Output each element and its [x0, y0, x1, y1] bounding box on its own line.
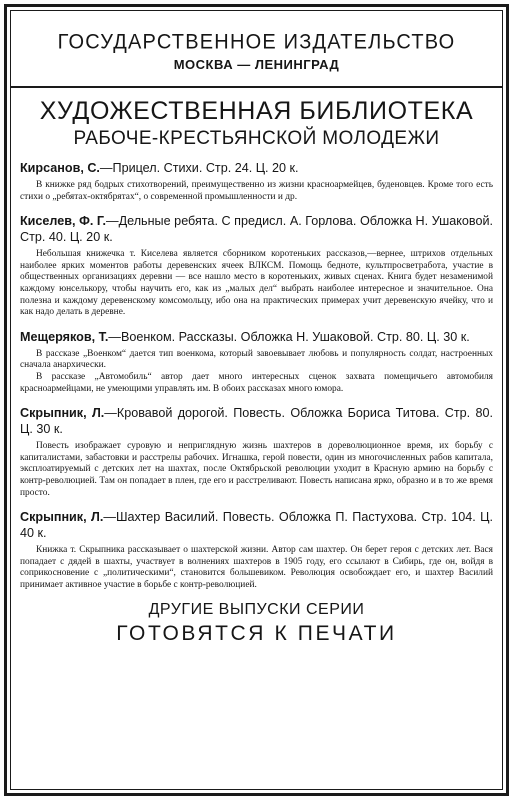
book-heading [20, 405, 493, 437]
publisher-cities: МОСКВА — ЛЕНИНГРАД [173, 57, 340, 72]
book-annotation [20, 545, 493, 591]
book-annotation [20, 249, 493, 319]
book-details: —Прицел. Стихи. Стр. 24. Ц. 20 к. [99, 161, 299, 175]
book-heading [20, 213, 493, 245]
page-frame [10, 10, 503, 790]
book-details: —Шахтер Василий. Повесть. Обложка П. Пастухова. Стр. 104. Ц. 40 к. [20, 510, 493, 541]
book-entry [20, 329, 493, 395]
book-details: —Военком. Рассказы. Обложка Н. Ушаковой. Стр. 80. Ц. 30 к. [108, 329, 470, 344]
book-details: —Дельные ребята. С предисл. А. Горлова. Обложка Н. Ушаковой. Стр. 40. Ц. 20 к. [20, 214, 494, 245]
book-entry [20, 213, 493, 319]
publisher-name: ГОСУДАРСТВЕННОЕ ИЗДАТЕЛЬСТВО [57, 30, 456, 54]
book-author: Киселев, Ф. Г. [20, 214, 106, 229]
annotation-paragraph: В рассказе „Автомобиль“ автор дает много интересных сценок захвата помещичьего автомобиля красноармейцами, не умеющими управлять им. В обоих рассказах много юмора. [20, 371, 493, 394]
annotation-paragraph: В рассказе „Военком“ дается тип военкома, который завоевывает любовь и популярность солдат, настроенных сначала анархически. [20, 348, 493, 371]
book-heading [20, 329, 493, 345]
book-details: —Кровавой дорогой. Повесть. Обложка Бориса Титова. Стр. 80. Ц. 30 к. [20, 406, 494, 437]
book-heading [20, 509, 493, 541]
series-title: ХУДОЖЕСТВЕННАЯ БИБЛИОТЕКА [39, 97, 474, 125]
footer-in-print: ГОТОВЯТСЯ К ПЕЧАТИ [116, 622, 397, 646]
book-author: Скрыпник, Л. [20, 406, 105, 421]
book-entry [20, 509, 493, 591]
book-annotation [20, 180, 493, 203]
book-annotation [20, 349, 493, 395]
book-entry [20, 160, 493, 203]
annotation-paragraph: Небольшая книжечка т. Киселева является сборником коротеньких рассказов,—вернее, штрихов отдельных наиболее ярких моментов работы деревенских ячеек ВЛКСМ. Помощь бедноте, культпросветработа, участие в общественных организациях деревни — все нашло место в коротеньких, живых сценах. Книга будет незаменимой каждому юнселькору, чтобы научить его, как из „малых дел“ выбрать наиболее интересное и значительное. Она полезна и каждому деревенскому комсомольцу, ибо она на практических примерах учит деревенскую ячейку, что и как надо делать в деревне. [20, 249, 493, 318]
book-entry [20, 405, 493, 499]
book-author: Мещеряков, Т. [20, 329, 109, 344]
book-author: Кирсанов, С. [20, 161, 100, 175]
catalog-page [4, 4, 509, 796]
header-divider [11, 86, 502, 88]
book-author: Скрыпник, Л. [20, 510, 104, 525]
footer-other-issues: ДРУГИЕ ВЫПУСКИ СЕРИИ [148, 601, 365, 619]
book-annotation [20, 441, 493, 499]
annotation-paragraph: В книжке ряд бодрых стихотворений, преимущественно из жизни красноармейцев, буденовцев. Кроме того есть стихи о „ребятах-октябрятах“, о современной промышленности и др. [20, 180, 493, 202]
book-heading [20, 160, 493, 176]
annotation-paragraph: Книжка т. Скрыпника рассказывает о шахтерской жизни. Автор сам шахтер. Он берет героя с детских лет. Вася попадает с дядей в шахты, участвует в волнениях шахтеров в 1905 году, его ссылают в Сибирь, где он, войдя в соприкосновение с „политическими“, становится большевиком. Революция освобождает его, и шахтер Василий принимает активное участие в борьбе с контр-революцией. [20, 545, 493, 590]
annotation-paragraph: Повесть изображает суровую и неприглядную жизнь шахтеров в дореволюционное время, их борьбу с капиталистами, забастовки и расстрелы рабочих. Игнашка, герой повести, один из многочисленных рабов капитала, эксплоатируемый с детских лет на шахтах, после Октябрьской революции уходит в Красную армию на борьбу с контр-революцией. Там он попадает в плен, где его и расстреливают. Повесть написана ярко, образно и в то же время просто. [20, 441, 493, 498]
series-subtitle: РАБОЧЕ-КРЕСТЬЯНСКОЙ МОЛОДЕЖИ [73, 128, 440, 149]
